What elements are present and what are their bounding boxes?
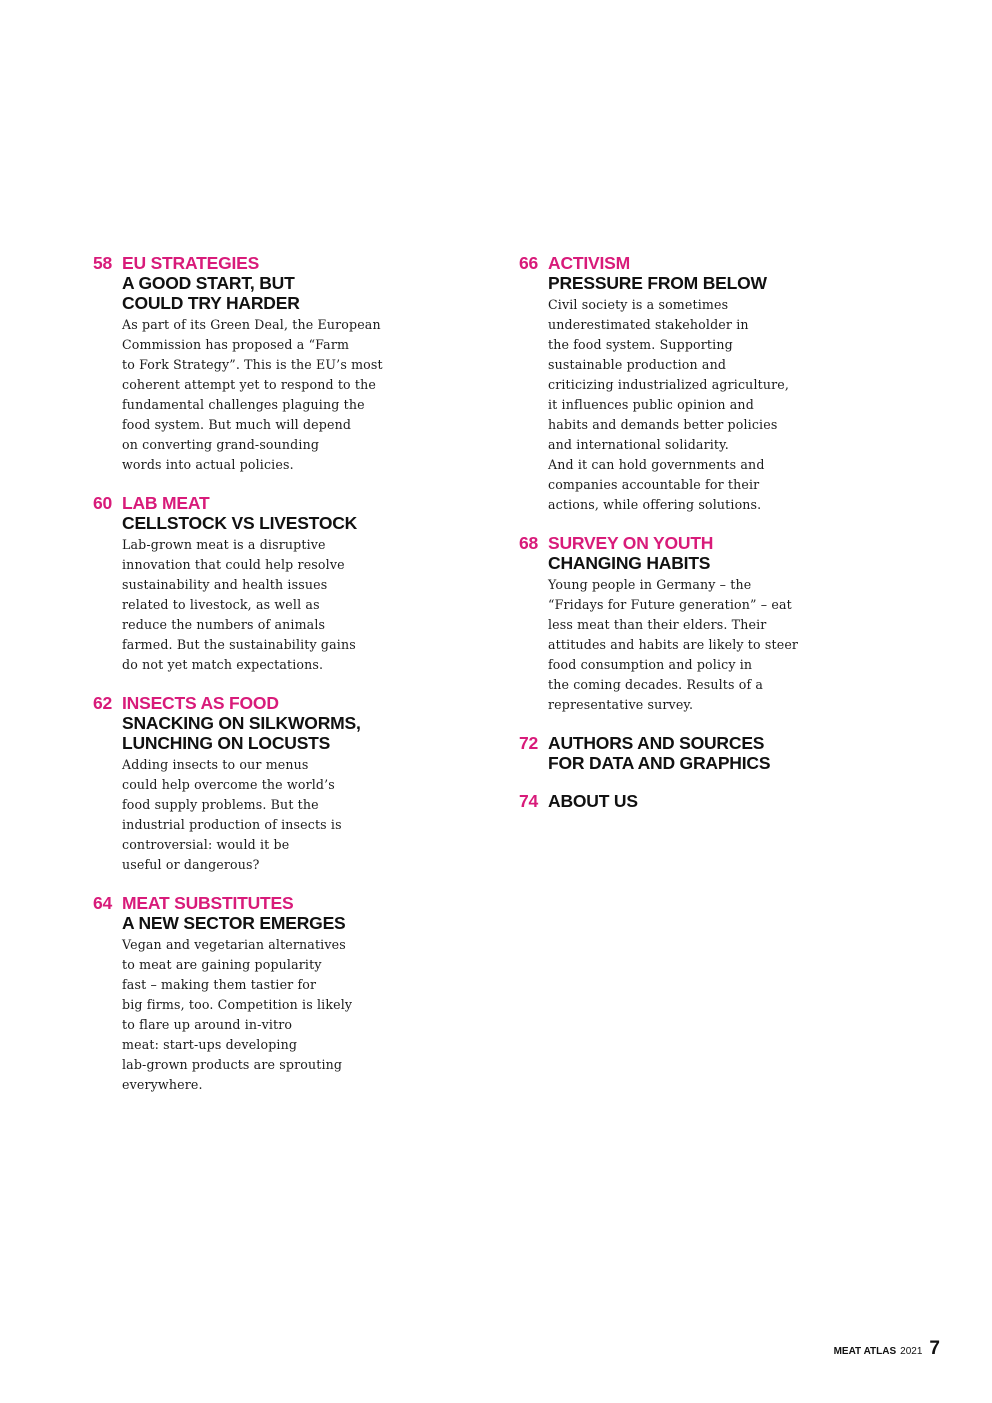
publication-year: 2021: [900, 1346, 923, 1357]
page-number: 72: [519, 733, 539, 753]
headline: A NEW SECTOR EMERGES: [122, 913, 346, 933]
category-label: MEAT SUBSTITUTES: [122, 893, 294, 913]
headline: ABOUT US: [548, 791, 638, 811]
entry-body: [122, 253, 403, 475]
headline: PRESSURE FROM BELOW: [548, 273, 767, 293]
description: Adding insects to our menus could help overcome the world’s food supply problems. But the industrial production of insects is controversial: would it be useful or dangerous?: [122, 757, 342, 872]
headline: CHANGING HABITS: [548, 553, 711, 573]
entry-body: [548, 253, 819, 515]
category-label: LAB MEAT: [122, 493, 210, 513]
category-label: EU STRATEGIES: [122, 253, 260, 273]
toc-column-left: [93, 253, 403, 1113]
page-number: 62: [93, 693, 113, 713]
toc-entry-survey-on-youth[interactable]: [519, 533, 819, 715]
entry-body: [122, 893, 403, 1095]
publication-title: MEAT ATLAS: [833, 1346, 897, 1357]
page-number: 68: [519, 533, 539, 553]
toc-entry-meat-substitutes[interactable]: [93, 893, 403, 1095]
page-number: 64: [93, 893, 113, 913]
category-label: INSECTS AS FOOD: [122, 693, 279, 713]
description: As part of its Green Deal, the European Commission has proposed a “Farm to Fork Strategy”. This is the EU’s most coherent attempt yet to respond to the fundamental challenges plaguing the food system. But much will depend on converting grand-sounding words into actual policies.: [122, 317, 383, 472]
entry-body: [548, 533, 819, 715]
description: Civil society is a sometimes underestimated stakeholder in the food system. Supporting sustainable production and criticizing industrialized agriculture, it influences public opinion and habits and demands better policies and international solidarity. And it can hold governments and companies accountable for their actions, while offering solutions.: [548, 297, 790, 512]
category-label: SURVEY ON YOUTH: [548, 533, 714, 553]
toc-entry-eu-strategies[interactable]: [93, 253, 403, 475]
toc-entry-insects-as-food[interactable]: [93, 693, 403, 875]
page-number: 60: [93, 493, 113, 513]
entry-body: [548, 791, 819, 811]
entry-body: [548, 733, 819, 773]
description: Lab-grown meat is a disruptive innovation that could help resolve sustainability and health issues related to livestock, as well as reduce the numbers of animals farmed. But the sustainability gains do not yet match expectations.: [122, 537, 356, 672]
toc-column-right: [519, 253, 819, 829]
headline: SNACKING ON SILKWORMS, LUNCHING ON LOCUSTS: [122, 713, 361, 753]
description: Vegan and vegetarian alternatives to meat are gaining popularity fast – making them tastier for big firms, too. Competition is likely to flare up around in-vitro meat: start-ups developing lab-grown products are sprouting everywhere.: [122, 937, 353, 1092]
headline: A GOOD START, BUT COULD TRY HARDER: [122, 273, 300, 313]
page-number: 58: [93, 253, 113, 273]
description: Young people in Germany – the “Fridays for Future generation” – eat less meat than their elders. Their attitudes and habits are likely to steer food consumption and policy in the coming decades. Results of a representative survey.: [548, 577, 799, 712]
page-footer: [834, 1338, 940, 1360]
toc-entry-about-us[interactable]: [519, 791, 819, 811]
toc-entry-authors-and-sources[interactable]: [519, 733, 819, 773]
page-number: 66: [519, 253, 539, 273]
page-number: 74: [519, 791, 539, 811]
headline: CELLSTOCK VS LIVESTOCK: [122, 513, 358, 533]
toc-entry-activism[interactable]: [519, 253, 819, 515]
entry-body: [122, 493, 403, 675]
entry-body: [122, 693, 403, 875]
category-label: ACTIVISM: [548, 253, 631, 273]
toc-entry-lab-meat[interactable]: [93, 493, 403, 675]
page-number-footer: 7: [929, 1338, 940, 1359]
headline: AUTHORS AND SOURCES FOR DATA AND GRAPHICS: [548, 733, 771, 773]
